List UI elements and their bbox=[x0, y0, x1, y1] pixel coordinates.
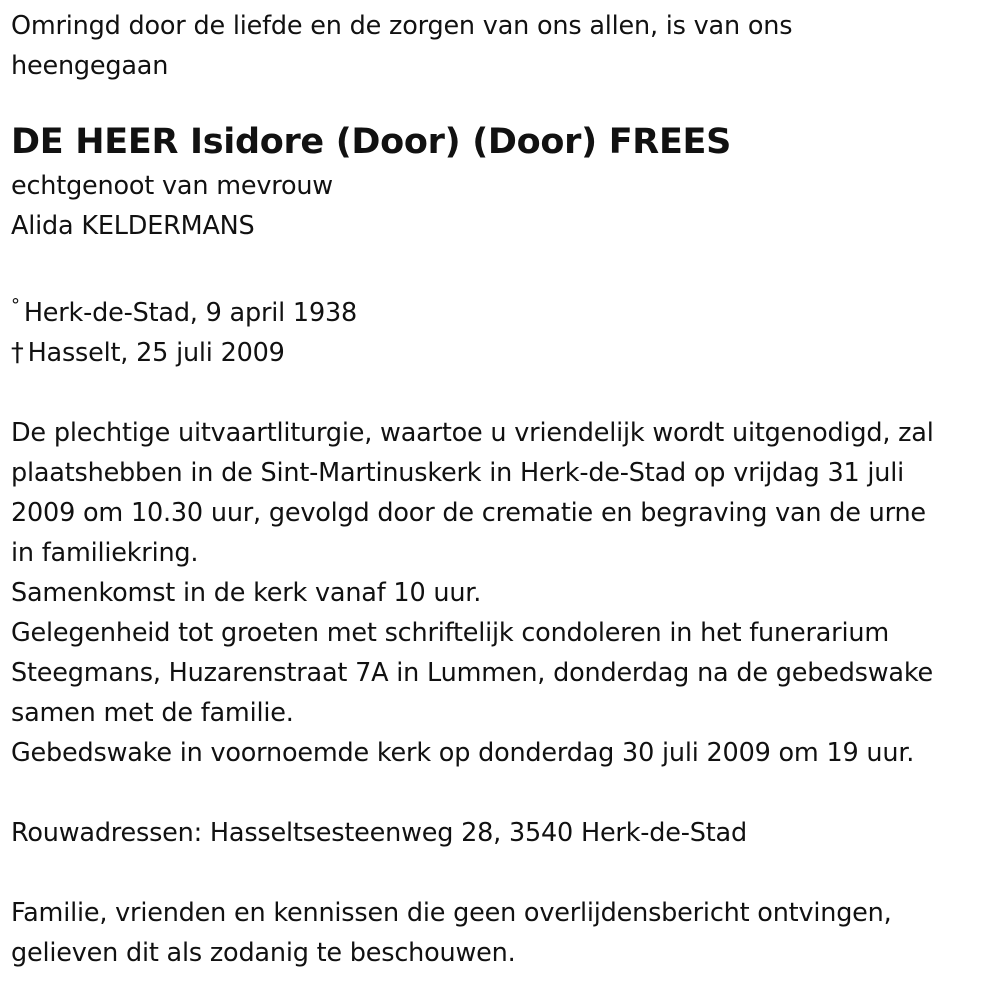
spacer bbox=[11, 773, 995, 813]
spacer bbox=[11, 853, 995, 893]
spouse-name: Alida KELDERMANS bbox=[11, 211, 255, 241]
vigil-line: Gebedswake in voornoemde kerk op donderdag 30 juli 2009 om 19 uur. bbox=[11, 738, 915, 768]
ceremony-line-1: De plechtige uitvaartliturgie, waartoe u vriendelijk wordt uitgenodigd, zal bbox=[11, 418, 934, 448]
relation-text: echtgenoot van mevrouw bbox=[11, 171, 333, 201]
birth-line bbox=[11, 286, 995, 333]
death-text: Hasselt, 25 juli 2009 bbox=[27, 338, 285, 368]
spacer bbox=[11, 246, 995, 286]
condolence-line-3: samen met de familie. bbox=[11, 698, 294, 728]
ceremony-line-2: plaatshebben in de Sint-Martinuskerk in Herk-de-Stad op vrijdag 31 juli bbox=[11, 458, 905, 488]
intro-line-2: heengegaan bbox=[11, 51, 169, 81]
gathering-line: Samenkomst in de kerk vanaf 10 uur. bbox=[11, 578, 482, 608]
spacer bbox=[11, 373, 995, 413]
mourning-address: Rouwadressen: Hasseltsesteenweg 28, 3540 Herk-de-Stad bbox=[11, 818, 747, 848]
condolence-line-2: Steegmans, Huzarenstraat 7A in Lummen, donderdag na de gebedswake bbox=[11, 658, 933, 688]
closing-line-2: gelieven dit als zodanig te beschouwen. bbox=[11, 938, 516, 968]
cross-icon: † bbox=[11, 338, 24, 368]
obituary-notice bbox=[11, 6, 995, 973]
death-line bbox=[11, 333, 995, 373]
ceremony-line-4: in familiekring. bbox=[11, 538, 199, 568]
ceremony-line-3: 2009 om 10.30 uur, gevolgd door de crematie en begraving van de urne bbox=[11, 498, 926, 528]
birth-text: Herk-de-Stad, 9 april 1938 bbox=[23, 298, 358, 328]
closing-line-1: Familie, vrienden en kennissen die geen overlijdensbericht ontvingen, bbox=[11, 898, 892, 928]
condolence-line-1: Gelegenheid tot groeten met schriftelijk condoleren in het funerarium bbox=[11, 618, 889, 648]
deceased-name: DE HEER Isidore (Door) (Door) FREES bbox=[11, 122, 732, 162]
intro-line-1: Omringd door de liefde en de zorgen van ons allen, is van ons bbox=[11, 11, 793, 41]
birth-symbol: ° bbox=[11, 295, 20, 316]
